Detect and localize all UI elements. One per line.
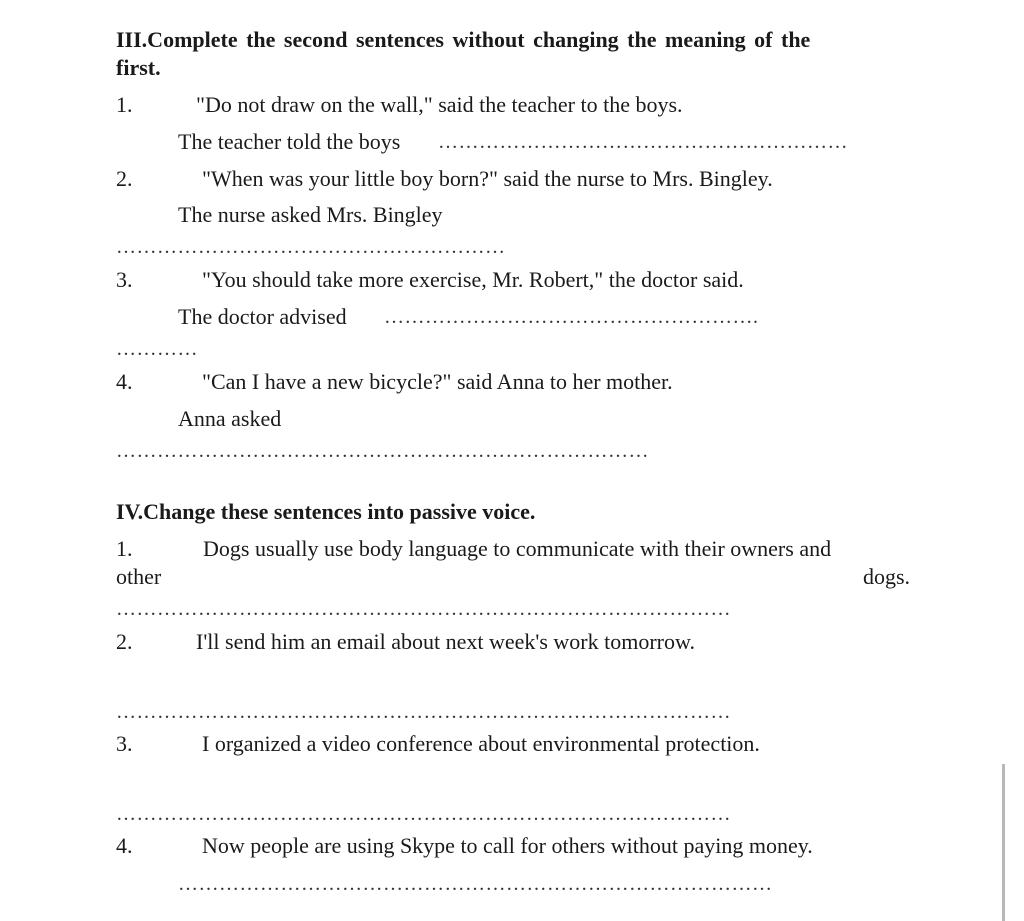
item-number: 3. [116, 731, 133, 756]
original-sentence: I'll send him an email about next week's work tomorrow. [196, 629, 695, 654]
item-number: 4. [116, 833, 133, 858]
vertical-scrollbar[interactable] [1002, 764, 1005, 921]
answer-dots-inline: ………………………………………………. [384, 306, 759, 328]
section-3-heading-continued: first. [116, 55, 161, 80]
item-number: 3. [116, 267, 133, 292]
answer-dots: …………………………………………………………………………… [178, 873, 773, 895]
item-number: 4. [116, 369, 133, 394]
original-sentence: I organized a video conference about environmental protection. [202, 731, 760, 756]
answer-dots: ………………………………………………… [116, 236, 506, 258]
answer-dots: ……………………………………………………………………………… [116, 598, 731, 620]
original-sentence: Now people are using Skype to call for others without paying money. [202, 833, 813, 858]
sentence-word: other [116, 564, 162, 589]
answer-dots: ………… [116, 338, 198, 360]
item-number: 1. [116, 536, 133, 561]
original-sentence: "You should take more exercise, Mr. Robert," the doctor said. [202, 267, 744, 292]
answer-dots: ……………………………………………………………………………… [116, 701, 731, 723]
answer-dots: ……………………………………………………………………………… [116, 803, 731, 825]
original-sentence-continued [116, 563, 910, 591]
answer-dots: …………………………………………………………………… [116, 440, 649, 462]
rewrite-prompt: The teacher told the boys [178, 129, 401, 154]
item-number: 2. [116, 166, 133, 191]
original-sentence: "When was your little boy born?" said the nurse to Mrs. Bingley. [202, 166, 773, 191]
section-4-heading: IV.Change these sentences into passive voice. [116, 499, 536, 524]
original-sentence: "Do not draw on the wall," said the teacher to the boys. [196, 92, 683, 117]
section-3-heading: III.Complete the second sentences without changing the meaning of the [116, 27, 811, 52]
sentence-word: dogs. [862, 564, 910, 589]
original-sentence: "Can I have a new bicycle?" said Anna to her mother. [202, 369, 673, 394]
rewrite-prompt: The nurse asked Mrs. Bingley [178, 202, 443, 227]
original-sentence: Dogs usually use body language to communicate with their owners and [203, 536, 832, 561]
answer-dots: …………………………………………………… [438, 131, 848, 153]
item-number: 1. [116, 92, 133, 117]
item-number: 2. [116, 629, 133, 654]
rewrite-prompt: The doctor advised [178, 304, 347, 329]
rewrite-prompt: Anna asked [178, 406, 282, 431]
